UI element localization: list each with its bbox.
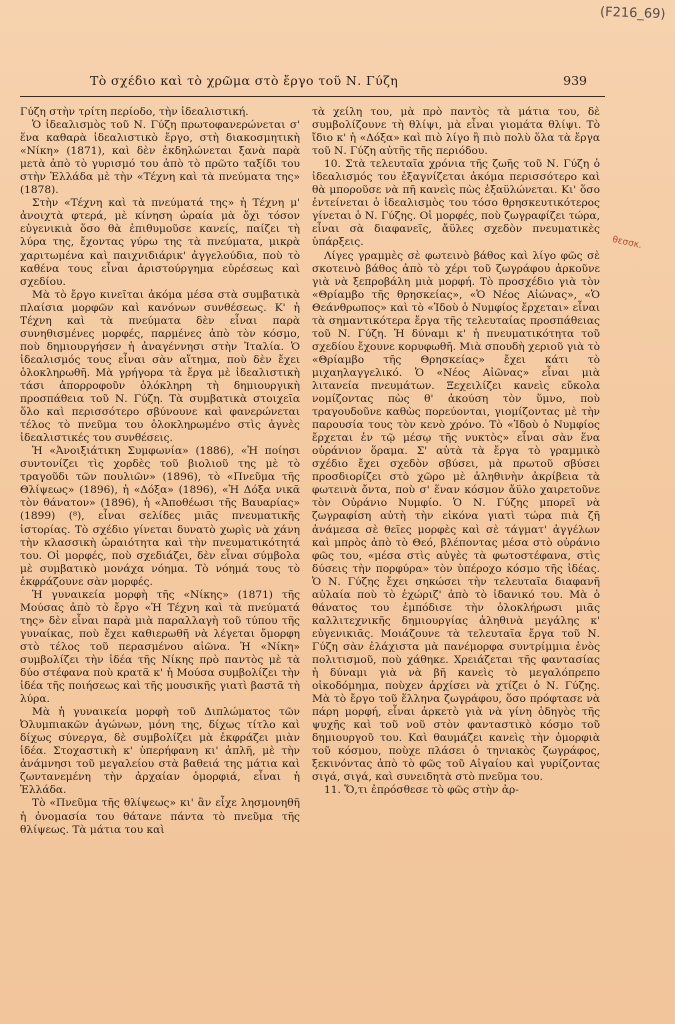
paragraph: Ὁ ἰδεαλισμὸς τοῦ Ν. Γύζη πρωτοφανερώνεται σ' ἕνα καθαρὰ ἰδεαλιστικὸ ἔργο, στὴ διακοσμητικὴ «Νίκη» (1871), καὶ δὲν ἐκδηλώνεται ξανὰ παρὰ μετὰ ἀπὸ τὸ γυρισμό του ἀπὸ τὸ πρῶτο ταξίδι του στὴν Ἑλλάδα μὲ τὴν «Τέχνη καὶ τὰ πνεύματα της» (1878). [20,119,300,197]
header-rule [20,96,605,97]
paragraph: Τὸ «Πνεῦμα τῆς θλίψεως» κι' ἂν εἶχε λησμονηθῆ ἡ ὀνομασία του θάτανε πάντα τὸ πνεῦμα τῆς θλίψεως. Τὰ μάτια του καὶ [20,797,300,836]
paragraph: Ἡ «Ἀνοιξιάτικη Συμφωνία» (1886), «Ἡ ποίησι συντονίζει τὶς χορδὲς τοῦ βιολιοῦ της μὲ τὸ τραγοῦδι τῶν πουλιῶν» (1896), τὸ «Πνεῦμα τῆς Θλίψεως» (1896), ἡ «Δόξα» (1896), «Ἡ Δόξα νικᾶ τὸν θάνατον» (1896), ἡ «Ἀποθέωσι τῆς Βαυαρίας» (1899) (⁸), εἶναι σελίδες μιᾶς πνευματικῆς ἱστορίας. Τὸ σχέδιο γίνεται δυνατὸ χωρὶς νὰ χάνη τὴν κλασσικὴ ὡραιότητα καὶ τὴν πνευματικότητά του. Οἱ μορφές, ποὺ σχεδιάζει, δὲν εἶναι σύμβολα μὲ συμβατικὸ μονάχα νόημα. Τὸ νόημά τους τὸ ἐκφράζουνε σὰν μορφές. [20,445,300,588]
paragraph: Μὰ τὸ ἔργο κινεῖται ἀκόμα μέσα στὰ συμβατικὰ πλαίσια μορφῶν καὶ κανόνων συνθέσεως. Κ' ἡ Τέχνη καὶ τὰ πνεύματα δὲν εἶναι παρὰ συνηθισμένες μορφές, παρμένες ἀπὸ τὸν κόσμο, ποὺ δημιουργήσεν ἡ ἀναγέννησι στὴν Ἰταλία. Ὁ ἰδεαλισμός τους εἶναι σὰν αἴτημα, ποὺ δὲν ἔχει ὁλοκληρωθῆ. Μὰ γρήγορα τὰ ἔργα μὲ ἰδεαλιστικὴ τάσι ἀπορροφοῦν ὁλόκληρη τὴ δημιουργικὴ προσπάθεια τοῦ Ν. Γύζη. Τὰ συμβατικὰ στοιχεῖα ὅλο καὶ περισσότερο σβύνουνε καὶ φανερώνεται τέλος τὸ πνεῦμα του ὁλοκληρωμένο στὶς ἁγνὲς ἰδεαλιστικές του συνθέσεις. [20,288,300,445]
left-column [20,106,300,837]
paragraph: Γύζη στὴν τρίτη περίοδο, τὴν ἰδεαλιστική. [20,106,249,118]
archive-stamp: (F216_69) [599,4,666,23]
paragraph: τὰ χείλη του, μὰ πρὸ παντὸς τὰ μάτια του, δὲ συμβολίζουνε τὴ θλίψι, μὰ εἶναι γιομάτα θλίψι. Τὸ ἴδιο κ' ἡ «Δόξα» καὶ πιὸ λίγο ἢ πιὸ πολὺ ὅλα τὰ ἔργα τοῦ Ν. Γύζη αὐτῆς τῆς περιόδου. [312,106,600,158]
paragraph: Ἡ γυναικεία μορφὴ τῆς «Νίκης» (1871) τῆς Μούσας ἀπὸ τὸ ἔργο «Ἡ Τέχνη καὶ τὰ πνεύματά της» δὲν εἶναι παρὰ μιὰ παραλλαγὴ τοῦ τύπου τῆς γυναίκας, ποὺ ἔχει καθιερωθῆ νὰ λέγεται ὄμορφη στὸ τέλος τοῦ περασμένου αἰῶνα. Ἡ «Νίκη» συμβολίζει τὴν ἰδέα τῆς Νίκης πρὸ παντὸς μὲ τὰ δύο στέφανα ποὺ κρατᾶ κ' ἡ Μούσα συμβολίζει τὴν ἰδέα τῆς ποιήσεως καὶ τῆς μουσικῆς γιατὶ βαστᾶ τὴ λύρα. [20,588,300,706]
paragraph: 11. Ὅ,τι ἐπρόσθεσε τὸ φῶς στὴν ἀρ- [324,784,519,797]
paragraph: Λίγες γραμμὲς σὲ φωτεινὸ βάθος καὶ λίγο φῶς σὲ σκοτεινὸ βάθος ἀπὸ τὸ χέρι τοῦ ζωγράφου ἀρκοῦνε γιὰ νὰ ξεπροβάλη μιὰ μορφή. Τὸ προσχέδιο γιὰ τὸν «Θρίαμβο τῆς θρησκείας», «Ὁ Νέος Αἰώνας», «Ὁ Θεάνθρωπος» καὶ τὸ «Ἰδοὺ ὁ Νυμφίος ἔρχεται» εἶναι τὰ σημαντικότερα ἔργα τῆς τελευταίας προσπάθειας τοῦ Ν. Γύζη. Ἡ δύναμι κ' ἡ πνευματικότητα τοῦ σχεδίου ἔχουνε κορυφωθῆ. Μιὰ σπουδὴ χεριοῦ γιὰ τὸ «Θρίαμβο τῆς Θρησκείας» ἔχει κάτι τὸ μιχαηλαγγελικό. Ὁ «Νέος Αἰῶνας» εἶναι μιὰ λιτανεία πνευμάτων. Ξεχειλίζει κανεὶς εὔκολα νομίζοντας πὼς θ' ἀκούση τὸν ὕμνο, ποὺ τραγουδοῦνε καθὼς πορεύονται, γιομίζοντας μὲ τὴν παρουσία τους τὸν κενὸ χρόνο. Τὸ «Ἰδοὺ ὁ Νυμφίος ἔρχεται ἐν τῷ μέσῳ τῆς νυκτὸς» εἶναι σὰν ἕνα οὐράνιον ὅραμα. Σ' αὐτὰ τὰ ἔργα τὸ γραμμικὸ σχέδιο ἔχει σχεδὸν σβύσει, μὰ πρωτοῦ σβύσει προσδιορίζει στὸ χῶρο μὲ ἀληθινὴν ἀκρίβεια τὰ φωτεινὰ ὄντα, ποὺ σ' ἕναν κόσμον ἄϋλο χαιρετοῦνε τὸν Οὐράνιο Νυμφίο. Ὁ Ν. Γύζης μπορεῖ νὰ ζωγραφίση αὐτὴ τὴν εἰκόνα γιατὶ τώρα πιὰ ζῆ ἀνάμεσα σὲ θεῖες μορφὲς καὶ σὲ τάγματ' ἀγγέλων καὶ μπρὸς ἀπὸ τὸ Θεό, βλέποντας μέσα στὸ οὐράνιο φῶς του, «μέσα στὶς αὐγὲς τὰ φωτοστέφανα, στὶς δύσεις τὴν πορφύρα» τὸν ὑπέροχο κόσμο τῆς ἰδέας. Ὁ Ν. Γύζης ἔχει σηκώσει τὴν τελευταῖα διαφανῆ αὐλαία ποὺ τὸ ἐχώριζ' ἀπὸ τὸ ἰδανικό του. Μὰ ὁ θάνατος του ἐμπόδισε τὴν ὁλοκλήρωσι μιᾶς καλλιτεχνικῆς δημιουργίας ἀληθινὰ μεγάλης κ' εὐγενικιᾶς. Μοιάζουνε τὰ τελευταῖα ἔργα τοῦ Ν. Γύζη σὰν ἐλάχιστα μὰ πανέμορφα συντρίμμια ἑνὸς πολιτισμοῦ, ποὺ χάθηκε. Χρειάζεται τῆς φαντασίας ἡ δύναμι γιὰ νὰ βῆ κανεὶς τὸ μεγαλόπρεπο οἰκοδόμημα, ποὺχεν ἀρχίσει νὰ χτίζει ὁ Ν. Γύζης. Μὰ τὸ ἔργο τοῦ ἕλληνα ζωγράφου, ὅσο πρόφτασε νὰ πάρη μορφή, εἶναι ἀρκετὸ γιὰ νὰ γίνη ὁδηγὸς τῆς ψυχῆς καὶ τοῦ νοῦ στὸν φανταστικὸ κόσμο τοῦ δημιουργοῦ του. Καὶ θαυμάζει κανεὶς τὴν ὁμορφιὰ τοῦ κόσμου, ποὺχε πλάσει ὁ τηνιακὸς ζωγράφος, ξεκινόντας ἀπὸ τὸ φῶς τοῦ Αἰγαίου καὶ γυρίζοντας σιγά, σιγά, καὶ συνειδητὰ στὸ πνεῦμα του. [312,249,600,784]
paragraph: 10. Στὰ τελευταῖα χρόνια τῆς ζωῆς τοῦ Ν. Γύζη ὁ ἰδεαλισμός του ἐξαγνίζεται ἀκόμα περισσότερο καὶ θὰ μποροῦσε νὰ πῆ κανεὶς πὼς ἐξαϋλώνεται. Κι' ὅσο ἐντείνεται ὁ ἰδεαλισμὸς του τόσο θρησκευτικότερος γίνεται ὁ Ν. Γύζης. Οἱ μορφές, ποὺ ζωγραφίζει τώρα, εἶναι σὰ διαφανεῖς, ἄϋλες σχεδὸν πνευματικὲς ὑπάρξεις. [312,158,600,249]
page-number: 939 [563,73,587,88]
handwritten-margin-note: θεσσκ. [611,234,643,252]
running-header-title: Τὸ σχέδιο καὶ τὸ χρῶμα στὸ ἔργο τοῦ Ν. Γύζη [90,73,399,88]
paragraph: Στὴν «Τέχνη καὶ τὰ πνεύματά της» ἡ Τέχνη μ' ἀνοιχτὰ φτερά, μὲ κίνηση ὡραία μὰ ὄχι τόσον εὐγενικιὰ ὅσο θὰ ἐπιθυμοῦσε κανείς, παίζει τὴ λύρα της, ἔχοντας γύρω της τὰ πνεύματα, μικρὰ χαριτωμένα καὶ παιχνιδιάρικ' ἀγγελούδια, ποὺ τὸ καθένα τους εἶναι ἀριστούργημα εὑρέσεως καὶ σχεδίου. [20,197,300,288]
paragraph: Μὰ ἡ γυναικεία μορφὴ τοῦ Διπλώματος τῶν Ὀλυμπιακῶν ἀγώνων, μόνη της, δίχως τίτλο καὶ δίχως σύνεργα, δὲ συμβολίζει μὰ ἐκφράζει μιὰν ἰδέα. Στοχαστικὴ κ' ὑπερήφανη κι' ἁπλῆ, μὲ τὴν ἀνάμνησι τοῦ μεγαλείου στὰ βαθειά της μάτια καὶ ζωντανεμένη τὴν ἀρχαίαν ὁμορφιά, εἶναι ἡ Ἑλλάδα. [20,706,300,797]
right-column [312,106,600,797]
